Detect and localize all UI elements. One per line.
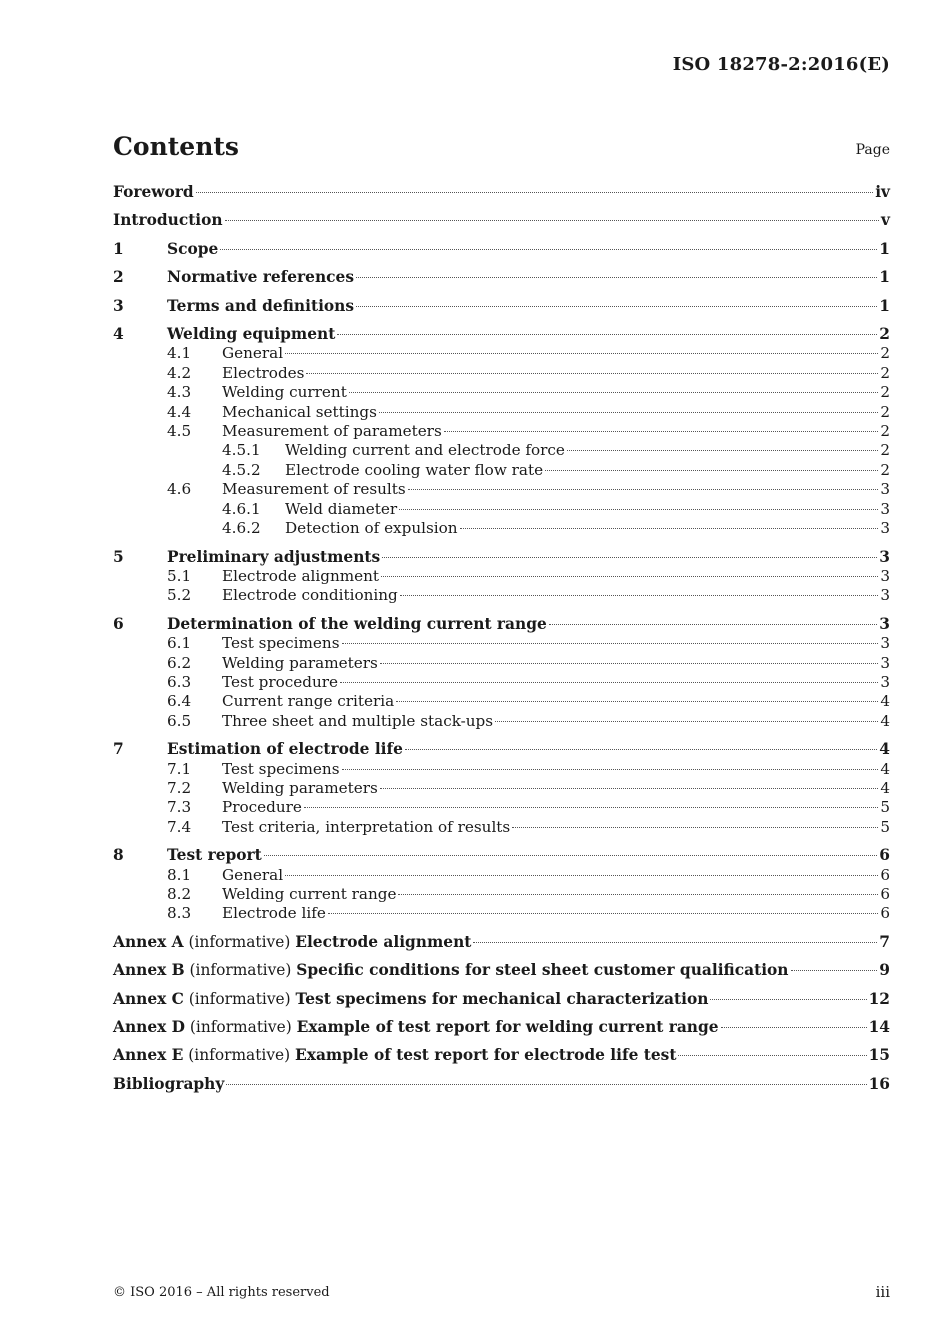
toc-entry-page: 5 bbox=[880, 817, 890, 836]
toc-entry-title: Electrode cooling water flow rate bbox=[285, 460, 544, 479]
annex-title: Specific conditions for steel sheet customer qualification bbox=[296, 961, 789, 980]
toc-entry-title: Mechanical settings bbox=[222, 402, 377, 421]
dot-leader bbox=[380, 788, 879, 789]
toc-entry[interactable] bbox=[113, 183, 890, 202]
toc-entry-page: 3 bbox=[880, 586, 890, 605]
toc-entry-page: 1 bbox=[879, 239, 890, 258]
toc-entry-number: 6.5 bbox=[167, 711, 192, 730]
footer-copyright: © ISO 2016 – All rights reserved bbox=[113, 1285, 330, 1300]
toc-entry-number: 8 bbox=[113, 846, 124, 865]
toc-entry[interactable] bbox=[113, 500, 890, 519]
toc-entry[interactable] bbox=[113, 1018, 890, 1037]
toc-entry-page: 3 bbox=[880, 519, 890, 538]
toc-entry-page: 6 bbox=[880, 885, 890, 903]
dot-leader bbox=[226, 1084, 866, 1085]
document-id: ISO 18278-2:2016(E) bbox=[672, 54, 890, 75]
toc-entry-number: 4.3 bbox=[167, 383, 192, 402]
toc-entry-title: Foreword bbox=[113, 183, 194, 201]
toc-entry-page: 6 bbox=[879, 846, 890, 865]
toc-entry-title: Detection of expulsion bbox=[285, 519, 458, 538]
toc-entry-page: 16 bbox=[868, 1074, 890, 1093]
dot-leader bbox=[342, 643, 879, 644]
dot-leader bbox=[473, 942, 877, 943]
dot-leader bbox=[396, 701, 878, 702]
annex-title: Test specimens for mechanical characterization bbox=[295, 989, 709, 1008]
toc-entry-page: 3 bbox=[880, 634, 890, 653]
toc-entry-number: 8.2 bbox=[167, 885, 192, 903]
dot-leader bbox=[342, 769, 879, 770]
dot-leader bbox=[495, 721, 878, 722]
toc-entry-title: Measurement of parameters bbox=[222, 422, 442, 441]
dot-leader bbox=[408, 489, 879, 490]
annex-type: (informative) bbox=[183, 1046, 296, 1065]
toc-entry-number: 6 bbox=[113, 614, 124, 633]
toc-entry-page: 3 bbox=[880, 480, 890, 499]
toc-entry-title: Welding current range bbox=[222, 885, 397, 903]
dot-leader bbox=[356, 277, 877, 278]
toc-entry[interactable] bbox=[113, 586, 890, 605]
toc-entry-title: Estimation of electrode life bbox=[167, 740, 403, 759]
toc-entry[interactable] bbox=[113, 692, 890, 711]
toc-entry[interactable] bbox=[113, 961, 890, 980]
annex-type: (informative) bbox=[185, 1018, 297, 1037]
toc-entry-page: 5 bbox=[880, 798, 890, 817]
toc-entry-page: 15 bbox=[868, 1046, 890, 1065]
toc-entry-title: Test report bbox=[167, 846, 262, 865]
dot-leader bbox=[349, 392, 879, 393]
annex-title: Electrode alignment bbox=[295, 932, 472, 951]
annex-type: (informative) bbox=[184, 961, 297, 980]
dot-leader bbox=[567, 450, 878, 451]
toc-entry-page: 3 bbox=[879, 614, 890, 633]
toc-entry-number: 3 bbox=[113, 296, 124, 315]
toc-entry-page: 2 bbox=[880, 363, 890, 382]
toc-entry-title: General bbox=[222, 865, 284, 884]
toc-entry-number: 6.3 bbox=[167, 672, 192, 691]
toc-entry-number: 2 bbox=[113, 268, 124, 287]
toc-entry-number: 4.4 bbox=[167, 402, 192, 421]
toc-entry[interactable] bbox=[113, 519, 890, 538]
toc-entry-page: 2 bbox=[880, 441, 890, 460]
toc-entry-number: 6.2 bbox=[167, 653, 192, 672]
dot-leader bbox=[545, 470, 878, 471]
dot-leader bbox=[306, 373, 878, 374]
dot-leader bbox=[398, 894, 878, 895]
toc-entry-number: 5.1 bbox=[167, 566, 192, 585]
toc-entry-title: Procedure bbox=[222, 798, 302, 817]
toc-entry-number: 6.1 bbox=[167, 634, 192, 653]
toc-entry[interactable] bbox=[113, 634, 890, 653]
toc-entry-page: 2 bbox=[879, 325, 890, 344]
toc-entry[interactable] bbox=[113, 268, 890, 287]
dot-leader bbox=[512, 827, 878, 828]
dot-leader bbox=[444, 431, 879, 432]
toc-entry-number: 7.3 bbox=[167, 798, 192, 817]
dot-leader bbox=[285, 353, 878, 354]
dot-leader bbox=[379, 412, 878, 413]
toc-entry[interactable] bbox=[113, 712, 890, 731]
toc-entry-title: Welding equipment bbox=[167, 325, 336, 344]
toc-entry-title: Test criteria, interpretation of results bbox=[222, 817, 511, 836]
toc-entry-page: 6 bbox=[880, 865, 890, 884]
dot-leader bbox=[710, 999, 866, 1000]
page-column-label: Page bbox=[855, 142, 890, 158]
toc-entry-number: 4.2 bbox=[167, 363, 192, 382]
dot-leader bbox=[304, 807, 878, 808]
dot-leader bbox=[340, 682, 878, 683]
toc-entry[interactable] bbox=[113, 211, 890, 230]
toc-entry[interactable] bbox=[113, 740, 890, 759]
toc-entry-title: Electrode conditioning bbox=[222, 586, 398, 605]
toc-entry-number: 7.1 bbox=[167, 759, 192, 778]
dot-leader bbox=[328, 913, 879, 914]
dot-leader bbox=[791, 970, 878, 971]
toc-entry-title: Normative references bbox=[167, 268, 354, 287]
toc-entry[interactable] bbox=[113, 654, 890, 673]
dot-leader bbox=[220, 249, 877, 250]
toc-entry[interactable] bbox=[113, 422, 890, 441]
toc-entry-title bbox=[113, 1018, 719, 1037]
toc-entry-title: Welding parameters bbox=[222, 778, 378, 797]
toc-entry-page: 12 bbox=[868, 989, 890, 1008]
toc-entry-number: 6.4 bbox=[167, 692, 192, 711]
toc-entry-number: 4.5 bbox=[167, 422, 192, 441]
annex-type: (informative) bbox=[183, 989, 296, 1008]
table-of-contents bbox=[113, 183, 890, 1094]
toc-entry-number: 4.6.1 bbox=[222, 499, 261, 518]
dot-leader bbox=[460, 528, 879, 529]
toc-entry[interactable] bbox=[113, 325, 890, 344]
toc-entry-page: 1 bbox=[879, 296, 890, 315]
toc-entry-page: 4 bbox=[880, 778, 890, 797]
annex-label: Annex D bbox=[113, 1018, 185, 1037]
toc-entry[interactable] bbox=[113, 403, 890, 422]
annex-label: Annex A bbox=[113, 932, 184, 951]
toc-entry-page: 9 bbox=[879, 961, 890, 980]
toc-entry[interactable] bbox=[113, 798, 890, 817]
toc-entry-title: Three sheet and multiple stack-ups bbox=[222, 711, 494, 730]
toc-entry[interactable] bbox=[113, 240, 890, 259]
dot-leader bbox=[356, 306, 877, 307]
toc-entry-number: 7.2 bbox=[167, 778, 192, 797]
toc-entry[interactable] bbox=[113, 461, 890, 480]
toc-entry-title: Test specimens bbox=[222, 759, 340, 778]
toc-entry[interactable] bbox=[113, 1046, 890, 1065]
footer-page-number: iii bbox=[875, 1283, 890, 1301]
toc-entry-title: Scope bbox=[167, 239, 219, 258]
dot-leader bbox=[400, 595, 879, 596]
toc-entry-number: 4.6.2 bbox=[222, 519, 261, 538]
toc-entry-page: 4 bbox=[879, 740, 890, 759]
toc-entry-page: 4 bbox=[880, 692, 890, 711]
toc-entry-title bbox=[113, 961, 789, 980]
toc-entry-title: Welding current bbox=[222, 383, 347, 402]
toc-entry-title: Preliminary adjustments bbox=[167, 547, 381, 566]
toc-entry-title: General bbox=[222, 344, 284, 363]
dot-leader bbox=[381, 576, 878, 577]
annex-type: (informative) bbox=[183, 932, 296, 951]
dot-leader bbox=[399, 509, 878, 510]
dot-leader bbox=[678, 1055, 866, 1056]
toc-entry-title: Current range criteria bbox=[222, 692, 395, 711]
toc-entry[interactable] bbox=[113, 885, 890, 904]
toc-entry[interactable] bbox=[113, 567, 890, 586]
dot-leader bbox=[405, 749, 877, 750]
annex-label: Annex E bbox=[113, 1046, 184, 1065]
toc-entry-page: 3 bbox=[879, 547, 890, 566]
toc-entry[interactable] bbox=[113, 866, 890, 885]
toc-entry-title: Measurement of results bbox=[222, 480, 406, 499]
toc-entry[interactable] bbox=[113, 818, 890, 837]
toc-entry-number: 4 bbox=[113, 325, 124, 344]
toc-entry-page: iv bbox=[875, 183, 890, 201]
toc-entry-page: 2 bbox=[880, 383, 890, 402]
toc-entry-title: Bibliography bbox=[113, 1074, 225, 1093]
toc-entry-title: Electrode life bbox=[222, 904, 326, 923]
toc-entry-title: Welding current and electrode force bbox=[285, 441, 565, 460]
toc-entry-number: 4.5.2 bbox=[222, 460, 261, 479]
toc-entry-page: 3 bbox=[880, 499, 890, 518]
toc-entry-page: v bbox=[881, 211, 890, 230]
annex-title: Example of test report for welding current range bbox=[296, 1018, 719, 1037]
toc-entry[interactable] bbox=[113, 441, 890, 460]
toc-entry-title: Test procedure bbox=[222, 672, 339, 691]
toc-entry-title: Electrode alignment bbox=[222, 566, 380, 585]
toc-heading: Contents bbox=[113, 132, 240, 161]
toc-entry-number: 8.3 bbox=[167, 904, 192, 923]
toc-entry-number: 4.1 bbox=[167, 344, 192, 363]
toc-entry-title: Introduction bbox=[113, 211, 223, 230]
toc-entry[interactable] bbox=[113, 364, 890, 383]
dot-leader bbox=[196, 192, 874, 193]
toc-entry-page: 3 bbox=[880, 672, 890, 691]
toc-entry[interactable] bbox=[113, 904, 890, 923]
toc-entry-number: 7.4 bbox=[167, 817, 192, 836]
toc-entry[interactable] bbox=[113, 1075, 890, 1094]
dot-leader bbox=[721, 1027, 867, 1028]
toc-entry-page: 2 bbox=[880, 402, 890, 421]
toc-entry-page: 2 bbox=[880, 422, 890, 441]
toc-entry-title bbox=[113, 933, 471, 952]
toc-entry[interactable] bbox=[113, 990, 890, 1009]
annex-title: Example of test report for electrode life test bbox=[295, 1046, 677, 1065]
toc-entry-number: 1 bbox=[113, 239, 124, 258]
toc-entry[interactable] bbox=[113, 297, 890, 316]
toc-entry[interactable] bbox=[113, 933, 890, 952]
toc-entry[interactable] bbox=[113, 760, 890, 779]
toc-entry[interactable] bbox=[113, 344, 890, 363]
toc-entry-title: Terms and definitions bbox=[167, 296, 355, 315]
toc-entry-page: 3 bbox=[880, 566, 890, 585]
toc-entry[interactable] bbox=[113, 480, 890, 499]
toc-entry-title: Test specimens bbox=[222, 634, 340, 653]
toc-entry-page: 14 bbox=[868, 1018, 890, 1037]
toc-entry-title: Electrodes bbox=[222, 363, 305, 382]
toc-entry-number: 4.6 bbox=[167, 480, 192, 499]
dot-leader bbox=[337, 334, 877, 335]
toc-entry-page: 2 bbox=[880, 460, 890, 479]
toc-entry[interactable] bbox=[113, 779, 890, 798]
toc-entry-number: 7 bbox=[113, 740, 124, 759]
toc-entry-title: Welding parameters bbox=[222, 653, 378, 672]
toc-entry[interactable] bbox=[113, 846, 890, 865]
toc-entry-number: 5.2 bbox=[167, 586, 192, 605]
toc-entry-page: 2 bbox=[880, 344, 890, 363]
toc-entry-page: 1 bbox=[879, 268, 890, 287]
toc-entry-page: 4 bbox=[880, 759, 890, 778]
dot-leader bbox=[382, 557, 877, 558]
annex-label: Annex B bbox=[113, 961, 185, 980]
toc-entry-number: 4.5.1 bbox=[222, 441, 261, 460]
toc-entry-title bbox=[113, 1046, 676, 1065]
toc-entry-number: 8.1 bbox=[167, 865, 192, 884]
toc-entry[interactable] bbox=[113, 383, 890, 402]
toc-entry-page: 7 bbox=[879, 932, 890, 951]
dot-leader bbox=[285, 875, 878, 876]
dot-leader bbox=[264, 855, 878, 856]
dot-leader bbox=[549, 624, 878, 625]
toc-entry-title: Weld diameter bbox=[285, 499, 398, 518]
toc-entry-number: 5 bbox=[113, 547, 124, 566]
annex-label: Annex C bbox=[113, 989, 184, 1008]
toc-entry[interactable] bbox=[113, 673, 890, 692]
toc-entry[interactable] bbox=[113, 615, 890, 634]
dot-leader bbox=[225, 220, 879, 221]
toc-entry-page: 4 bbox=[880, 711, 890, 730]
toc-entry-title bbox=[113, 990, 708, 1009]
toc-entry-page: 3 bbox=[880, 653, 890, 672]
toc-entry[interactable] bbox=[113, 548, 890, 567]
toc-entry-title: Determination of the welding current range bbox=[167, 614, 547, 633]
dot-leader bbox=[380, 663, 879, 664]
toc-entry-page: 6 bbox=[880, 904, 890, 923]
